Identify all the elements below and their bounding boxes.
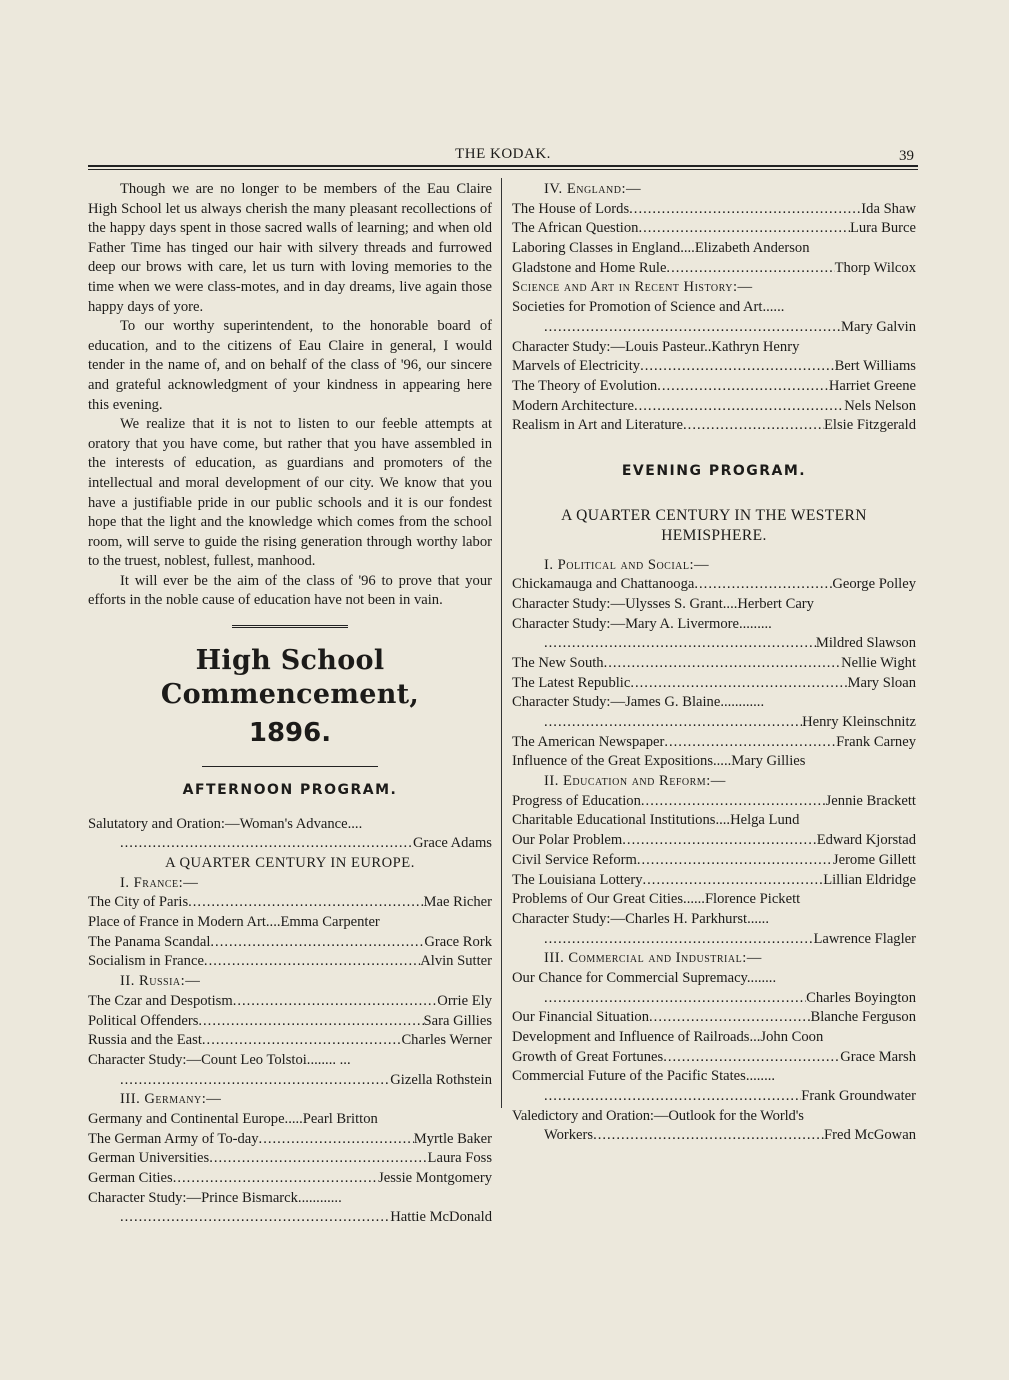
ornament-rule (232, 625, 348, 628)
right-column (512, 180, 916, 1146)
program-line: ..... Hattie McDonald (88, 1208, 492, 1228)
program-line: Workers ..... Fred McGowan (512, 1126, 916, 1146)
program-line: German Cities ..... Jessie Montgomery (88, 1169, 492, 1189)
commencement-title: High School Commencement, (160, 645, 420, 711)
program-line: The Latest Republic ..... Mary Sloan (512, 674, 916, 694)
program-line: Civil Service Reform ..... Jerome Gillett (512, 851, 916, 871)
afternoon-program (88, 815, 492, 1228)
evening-program-title: EVENING PROGRAM. (621, 462, 807, 479)
program-line: Character Study:—Louis Pasteur.. Kathryn Henry (512, 338, 800, 355)
program-line: Influence of the Great Expositions..... Mary Gillies (512, 753, 806, 770)
program-line: German Universities ..... Laura Foss (88, 1149, 492, 1169)
program-line: The Czar and Despotism ..... Orrie Ely (88, 992, 492, 1012)
program-line: The New South ..... Nellie Wight (512, 654, 916, 674)
program-line: Laboring Classes in England.... Elizabeth Anderson (512, 240, 810, 257)
commencement-year: 1896. (248, 718, 332, 749)
program-line: Development and Influence of Railroads... John Coon (512, 1029, 824, 1046)
program-line: Gladstone and Home Rule ..... Thorp Wilcox (512, 259, 916, 279)
subsection-heading: III. Commercial and Industrial:— (544, 950, 762, 967)
column-divider (501, 178, 502, 1108)
program-line: The German Army of To-day ..... Myrtle Baker (88, 1130, 492, 1150)
program-line: Valedictory and Oration:—Outlook for the World's (512, 1107, 804, 1124)
program-line: Character Study:—Ulysses S. Grant.... Herbert Cary (512, 595, 814, 612)
header-rule (88, 165, 918, 167)
program-line: Societies for Promotion of Science and Art...... (512, 299, 785, 316)
speaker-name: Grace Adams (412, 835, 492, 852)
program-line: ..... Mary Galvin (512, 318, 916, 338)
subsection-heading: Science and Art in Recent History:— (512, 279, 753, 296)
program-line (88, 834, 492, 854)
program-line: ..... Mildred Slawson (512, 634, 916, 654)
paragraph: Though we are no longer to be members of the Eau Claire High School let us always cherish the many pleasant recollections of the happy days spent in those sacred walls of learning; and when old Father Time has tinged our hair with silvery threads and furrowed deep our brows with care, let us turn with loving memories to the time when we were class-motes, and in day dreams, live again those happy days of yore. (88, 181, 492, 315)
program-line: Place of France in Modern Art.... Emma Carpenter (88, 914, 380, 931)
paragraph: We realize that it is not to listen to our feeble attempts at oratory that you have come, but rather that you have assembled in the interests of education, as guardians and promoters of the intellectual and moral development of our city. We know that you have a justifiable pride in our public schools and it is our fondest hope that the light and the knowledge which comes from the school room, will serve to guide the rising generation through worthy labor to the truest, noblest, fullest, manhood. (88, 416, 492, 570)
program-line: Growth of Great Fortunes ..... Grace Marsh (512, 1048, 916, 1068)
program-line: Charitable Educational Institutions.... Helga Lund (512, 812, 800, 829)
paragraph: It will ever be the aim of the class of '96 to prove that your efforts in the noble cause of education have not been in vain. (88, 572, 492, 609)
program-line: Character Study:—Charles H. Parkhurst...... (512, 910, 769, 927)
program-line: Character Study:—Prince Bismarck............ (88, 1189, 342, 1206)
section-rule (202, 766, 378, 767)
program-line: Russia and the East ..... Charles Werner (88, 1031, 492, 1051)
program-line: Character Study:—James G. Blaine............ (512, 694, 765, 711)
section-heading: HEMISPHERE. (661, 526, 767, 544)
afternoon-program-title: AFTERNOON PROGRAM. (182, 782, 398, 799)
program-line: The House of Lords ..... Ida Shaw (512, 200, 916, 220)
program-line: Chickamauga and Chattanooga ..... George Polley (512, 575, 916, 595)
section-heading: A QUARTER CENTURY IN EUROPE. (165, 855, 415, 872)
program-line: The Theory of Evolution ..... Harriet Greene (512, 377, 916, 397)
program-line: Progress of Education ..... Jennie Brackett (512, 792, 916, 812)
program-line: ..... Charles Boyington (512, 989, 916, 1009)
program-line: The City of Paris ..... Mae Richer (88, 893, 492, 913)
program-line: Socialism in France ..... Alvin Sutter (88, 952, 492, 972)
program-line: Our Chance for Commercial Supremacy........ (512, 969, 777, 986)
subsection-heading: I. Political and Social:— (544, 556, 710, 573)
program-line: Our Polar Problem ..... Edward Kjorstad (512, 831, 916, 851)
program-line: ..... Gizella Rothstein (88, 1071, 492, 1091)
subsection-heading: IV. England:— (544, 181, 642, 197)
program-line: ..... Henry Kleinschnitz (512, 713, 916, 733)
subsection-heading: I. France:— (120, 874, 199, 891)
page-number: 39 (899, 148, 914, 164)
left-column (88, 180, 492, 1228)
header-rule-thin (88, 169, 918, 170)
section-heading: A QUARTER CENTURY IN THE WESTERN (561, 506, 867, 524)
journal-title: THE KODAK. (455, 146, 551, 162)
program-line: Commercial Future of the Pacific States........ (512, 1068, 776, 1085)
program-line: ..... Lawrence Flagler (512, 930, 916, 950)
program-line: Germany and Continental Europe..... Pearl Britton (88, 1110, 378, 1127)
subsection-heading: II. Education and Reform:— (544, 773, 726, 790)
program-line: The Panama Scandal ..... Grace Rork (88, 933, 492, 953)
paragraph: To our worthy superintendent, to the honorable board of education, and to the citizens of Eau Claire in general, I would tender in the name of, and on behalf of the class of '96, our sincere and grateful acknowledgment of your kindness in appearing here this evening. (88, 318, 492, 413)
program-line: The Louisiana Lottery ..... Lillian Eldridge (512, 871, 916, 891)
subsection-heading: III. Germany:— (120, 1091, 222, 1108)
program-line: The American Newspaper ..... Frank Carney (512, 733, 916, 753)
program-line: ..... Frank Groundwater (512, 1087, 916, 1107)
program-line: Problems of Our Great Cities...... Florence Pickett (512, 891, 801, 908)
program-line: Character Study:—Count Leo Tolstoi........ ... (88, 1051, 351, 1068)
program-line: The African Question ..... Lura Burce (512, 219, 916, 239)
program-line: Character Study:—Mary A. Livermore......... (512, 615, 772, 632)
subsection-heading: II. Russia:— (120, 973, 201, 990)
program-line: Realism in Art and Literature ..... Elsie Fitzgerald (512, 416, 916, 436)
program-line: Political Offenders ..... Sara Gillies (88, 1012, 492, 1032)
program-line: Our Financial Situation ..... Blanche Ferguson (512, 1008, 916, 1028)
program-line: Modern Architecture ..... Nels Nelson (512, 397, 916, 417)
program-line: Salutatory and Oration:—Woman's Advance.... (88, 815, 363, 832)
program-line: Marvels of Electricity ..... Bert Williams (512, 357, 916, 377)
